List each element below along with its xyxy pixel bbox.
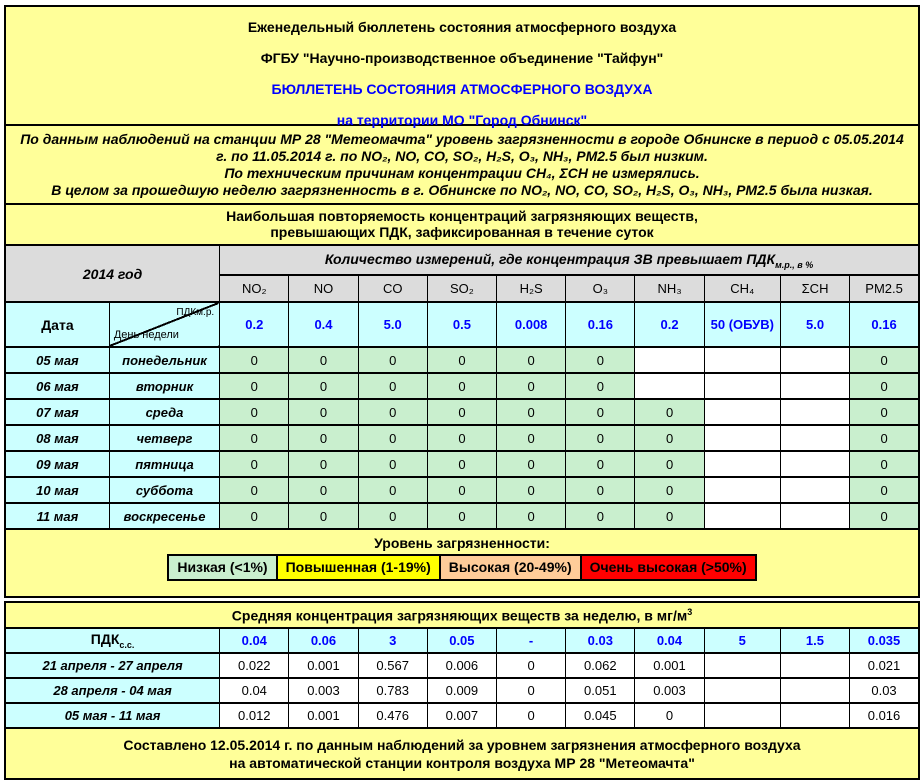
- weekday-cell: понедельник: [109, 347, 219, 373]
- average-value-cell: 0.567: [358, 653, 427, 678]
- exceedance-value-cell: 0: [427, 425, 496, 451]
- average-value-cell: 0: [496, 678, 565, 703]
- exceedance-value-cell: 0: [566, 399, 635, 425]
- exceedance-value-cell: 0: [566, 373, 635, 399]
- pdk-ss-value: 1.5: [780, 628, 849, 653]
- exceedance-value-cell: 0: [635, 477, 704, 503]
- summary-section: [4, 124, 920, 205]
- pdk-ss-text: ПДК: [90, 631, 120, 648]
- pollution-level-legend: [4, 528, 920, 598]
- day-row: [5, 451, 919, 477]
- exceedance-table: [4, 244, 920, 530]
- exceedance-value-cell: 0: [220, 425, 289, 451]
- exceedance-value-cell: 0: [635, 451, 704, 477]
- pdk-mr-value: 5.0: [358, 302, 427, 347]
- exceedance-value-cell: 0: [427, 451, 496, 477]
- average-value-cell: 0.03: [850, 678, 919, 703]
- summary-line-2: По техническим причинам концентрации CH₄, ΣCH не измерялись.: [224, 165, 700, 181]
- pollutant-column-header: NO: [289, 275, 358, 302]
- pdk-mr-value: 0.008: [497, 302, 566, 347]
- average-value-cell: 0.022: [220, 653, 289, 678]
- pdk-ss-value: 0.06: [289, 628, 358, 653]
- average-value-cell: 0.051: [566, 678, 635, 703]
- date-cell: 09 мая: [5, 451, 109, 477]
- exceedance-value-cell: 0: [427, 347, 496, 373]
- pdk-ss-value: 5: [704, 628, 780, 653]
- exceedance-value-cell: 0: [850, 373, 919, 399]
- pdk-mr-value: 0.2: [635, 302, 704, 347]
- legend-item: Высокая (20-49%): [439, 554, 582, 581]
- exceedance-value-cell: [635, 347, 704, 373]
- year-label: 2014 год: [5, 245, 220, 302]
- weekday-cell: суббота: [109, 477, 219, 503]
- measure-header-text: Количество измерений, где концентрация ЗВ превышает ПДК: [324, 250, 776, 267]
- exceedance-value-cell: 0: [289, 347, 358, 373]
- exceedance-value-cell: 0: [497, 399, 566, 425]
- average-value-cell: 0: [496, 653, 565, 678]
- exceedance-value-cell: 0: [566, 451, 635, 477]
- day-row: [5, 399, 919, 425]
- exceedance-value-cell: 0: [358, 477, 427, 503]
- exceedance-value-cell: 0: [358, 399, 427, 425]
- average-value-cell: 0: [635, 703, 704, 728]
- date-cell: 08 мая: [5, 425, 109, 451]
- pollutant-column-header: O₃: [566, 275, 635, 302]
- pdk-ss-value: 0.04: [635, 628, 704, 653]
- exceedance-value-cell: 0: [289, 503, 358, 529]
- average-value-cell: 0.012: [220, 703, 289, 728]
- exceedance-value-cell: [704, 425, 780, 451]
- exceedance-value-cell: 0: [427, 399, 496, 425]
- weekday-cell: пятница: [109, 451, 219, 477]
- table1-subtitle-line-1: Наибольшая повторяемость концентраций загрязняющих веществ,: [226, 208, 698, 224]
- exceedance-value-cell: 0: [220, 477, 289, 503]
- exceedance-value-cell: 0: [289, 399, 358, 425]
- average-value-cell: 0.001: [635, 653, 704, 678]
- day-row: [5, 503, 919, 529]
- average-value-cell: 0: [496, 703, 565, 728]
- pdk-mr-value: 0.4: [289, 302, 358, 347]
- pdk-ss-row: [5, 628, 919, 653]
- exceedance-value-cell: 0: [220, 399, 289, 425]
- pdk-ss-value: 0.04: [220, 628, 289, 653]
- exceedance-value-cell: 0: [289, 425, 358, 451]
- date-cell: 05 мая: [5, 347, 109, 373]
- footer-line-1: Составлено 12.05.2014 г. по данным наблюдений за уровнем загрязнения атмосферного воздуха: [123, 737, 801, 753]
- summary-line-1: По данным наблюдений на станции МР 28 "Метеомачта" уровень загрязненности в городе Обнинске в период с 05.05.2014 г. по 11.05.2014 г. по NO₂, NO, CO, SO₂, H₂S, O₃, NH₃, PM2.5 был низким.: [20, 131, 904, 164]
- weekday-cell: среда: [109, 399, 219, 425]
- pdk-mr-value: 0.2: [220, 302, 289, 347]
- average-value-cell: 0.476: [358, 703, 427, 728]
- day-row: [5, 347, 919, 373]
- week-period-label: 05 мая - 11 мая: [5, 703, 220, 728]
- exceedance-value-cell: [704, 477, 780, 503]
- exceedance-value-cell: [780, 373, 849, 399]
- exceedance-value-cell: [704, 399, 780, 425]
- pdk-ss-value: 3: [358, 628, 427, 653]
- exceedance-value-cell: 0: [497, 451, 566, 477]
- average-value-cell: 0.007: [427, 703, 496, 728]
- exceedance-value-cell: [780, 503, 849, 529]
- pollutant-column-header: NH₃: [635, 275, 704, 302]
- legend-strip: [6, 554, 918, 581]
- average-value-cell: [704, 678, 780, 703]
- table1-subtitle-section: [4, 203, 920, 246]
- exceedance-value-cell: 0: [566, 503, 635, 529]
- legend-item: Повышенная (1-19%): [276, 554, 441, 581]
- table1-subtitle-line-2: превышающих ПДК, зафиксированная в течение суток: [270, 224, 654, 240]
- pdk-mr-value: 5.0: [780, 302, 849, 347]
- diagonal-header-cell: [109, 302, 219, 347]
- average-value-cell: [704, 703, 780, 728]
- pdk-mr-value: 0.16: [850, 302, 919, 347]
- exceedance-value-cell: 0: [850, 451, 919, 477]
- date-cell: 11 мая: [5, 503, 109, 529]
- exceedance-value-cell: 0: [289, 373, 358, 399]
- day-row: [5, 477, 919, 503]
- exceedance-value-cell: 0: [850, 503, 919, 529]
- weekly-bulletin-title: Еженедельный бюллетень состояния атмосферного воздуха: [247, 19, 677, 35]
- week-period-label: 21 апреля - 27 апреля: [5, 653, 220, 678]
- exceedance-value-cell: [780, 347, 849, 373]
- exceedance-value-cell: [780, 399, 849, 425]
- exceedance-value-cell: 0: [635, 425, 704, 451]
- pollutant-column-header: SO₂: [427, 275, 496, 302]
- exceedance-value-cell: 0: [497, 503, 566, 529]
- pdk-mr-value: 50 (ОБУВ): [704, 302, 780, 347]
- pdk-mr-value: 0.5: [427, 302, 496, 347]
- exceedance-value-cell: 0: [566, 425, 635, 451]
- exceedance-value-cell: 0: [850, 425, 919, 451]
- average-value-cell: 0.006: [427, 653, 496, 678]
- exceedance-value-cell: 0: [497, 425, 566, 451]
- average-value-cell: 0.783: [358, 678, 427, 703]
- exceedance-value-cell: 0: [850, 477, 919, 503]
- week-period-label: 28 апреля - 04 мая: [5, 678, 220, 703]
- weekday-cell: вторник: [109, 373, 219, 399]
- average-value-cell: 0.003: [635, 678, 704, 703]
- average-value-cell: 0.062: [566, 653, 635, 678]
- footer-section: [4, 727, 920, 780]
- average-concentration-table: [4, 601, 920, 729]
- week-row: [5, 678, 919, 703]
- average-value-cell: 0.009: [427, 678, 496, 703]
- pdk-ss-label-cell: [5, 628, 220, 653]
- legend-item: Очень высокая (>50%): [580, 554, 757, 581]
- legend-item: Низкая (<1%): [167, 554, 277, 581]
- pdk-ss-value: 0.035: [850, 628, 919, 653]
- exceedance-value-cell: 0: [220, 373, 289, 399]
- summary-line-3: В целом за прошедшую неделю загрязненность в г. Обнинске по NO₂, NO, CO, SO₂, H₂S, O₃, NH₃, PM2.5 была низкая.: [51, 182, 873, 198]
- exceedance-value-cell: [704, 451, 780, 477]
- pollutant-column-header: NO₂: [220, 275, 289, 302]
- exceedance-value-cell: 0: [427, 477, 496, 503]
- organization-name: ФГБУ "Научно-производственное объединение "Тайфун": [260, 50, 664, 66]
- legend-title: Уровень загрязненности:: [374, 535, 550, 551]
- pdk-ss-value: 0.05: [427, 628, 496, 653]
- average-value-cell: 0.045: [566, 703, 635, 728]
- exceedance-value-cell: [704, 347, 780, 373]
- exceedance-value-cell: 0: [289, 451, 358, 477]
- average-value-cell: [780, 703, 849, 728]
- day-row: [5, 425, 919, 451]
- exceedance-value-cell: 0: [358, 503, 427, 529]
- pdk-mr-value: 0.16: [566, 302, 635, 347]
- exceedance-value-cell: 0: [497, 373, 566, 399]
- pdk-ss-value: 0.03: [566, 628, 635, 653]
- pdk-ss-value: -: [496, 628, 565, 653]
- exceedance-value-cell: 0: [566, 477, 635, 503]
- pdk-ss-subscript: с.с.: [119, 639, 135, 650]
- average-value-cell: 0.04: [220, 678, 289, 703]
- header-section: [4, 5, 920, 126]
- exceedance-value-cell: 0: [635, 503, 704, 529]
- footer-line-2: на автоматической станции контроля воздуха МР 28 "Метеомачта": [229, 755, 695, 771]
- average-value-cell: [704, 653, 780, 678]
- exceedance-value-cell: 0: [220, 503, 289, 529]
- exceedance-value-cell: 0: [850, 399, 919, 425]
- date-cell: 10 мая: [5, 477, 109, 503]
- weekday-cell: четверг: [109, 425, 219, 451]
- exceedance-value-cell: 0: [497, 477, 566, 503]
- exceedance-value-cell: [780, 425, 849, 451]
- exceedance-value-cell: [780, 477, 849, 503]
- exceedance-value-cell: 0: [220, 347, 289, 373]
- date-cell: 07 мая: [5, 399, 109, 425]
- exceedance-value-cell: 0: [358, 451, 427, 477]
- table1-header-row: [5, 245, 919, 275]
- exceedance-value-cell: 0: [850, 347, 919, 373]
- exceedance-value-cell: 0: [566, 347, 635, 373]
- exceedance-value-cell: 0: [358, 373, 427, 399]
- average-value-cell: [780, 678, 849, 703]
- average-value-cell: 0.003: [289, 678, 358, 703]
- average-value-cell: [780, 653, 849, 678]
- pdk-mr-row: [5, 302, 919, 347]
- week-row: [5, 653, 919, 678]
- day-row: [5, 373, 919, 399]
- exceedance-value-cell: [704, 373, 780, 399]
- exceedance-value-cell: 0: [497, 347, 566, 373]
- weekday-header-label: День недели: [113, 329, 179, 341]
- pdk-mr-label: ПДКм.р.: [176, 307, 215, 318]
- exceedance-value-cell: 0: [635, 399, 704, 425]
- table2-title-row: [5, 602, 919, 628]
- exceedance-value-cell: 0: [427, 373, 496, 399]
- exceedance-value-cell: [780, 451, 849, 477]
- exceedance-value-cell: 0: [358, 425, 427, 451]
- pollutant-column-header: ΣCH: [780, 275, 849, 302]
- pollutant-column-header: H₂S: [497, 275, 566, 302]
- pollutant-column-header: PM2.5: [850, 275, 919, 302]
- table2-title-superscript: 3: [687, 606, 693, 617]
- exceedance-value-cell: 0: [427, 503, 496, 529]
- pollutant-column-header: CH₄: [704, 275, 780, 302]
- exceedance-value-cell: 0: [358, 347, 427, 373]
- exceedance-value-cell: [635, 373, 704, 399]
- exceedance-value-cell: 0: [220, 451, 289, 477]
- date-cell: 06 мая: [5, 373, 109, 399]
- measure-header-subscript: м.р., в %: [775, 259, 814, 270]
- exceedance-value-cell: 0: [289, 477, 358, 503]
- pollutant-column-header: CO: [358, 275, 427, 302]
- week-row: [5, 703, 919, 728]
- date-header-cell: Дата: [5, 302, 109, 347]
- average-value-cell: 0.016: [850, 703, 919, 728]
- bulletin-main-title: БЮЛЛЕТЕНЬ СОСТОЯНИЯ АТМОСФЕРНОГО ВОЗДУХА: [271, 81, 653, 97]
- table2-title-text: Средняя концентрация загрязняющих веществ за неделю, в мг/м: [231, 607, 688, 624]
- measure-header: [220, 245, 919, 275]
- average-value-cell: 0.001: [289, 703, 358, 728]
- average-value-cell: 0.021: [850, 653, 919, 678]
- weekday-cell: воскресенье: [109, 503, 219, 529]
- territory-subtitle: на территории МО "Город Обнинск": [336, 112, 588, 128]
- average-value-cell: 0.001: [289, 653, 358, 678]
- exceedance-value-cell: [704, 503, 780, 529]
- table2-title: [5, 602, 919, 628]
